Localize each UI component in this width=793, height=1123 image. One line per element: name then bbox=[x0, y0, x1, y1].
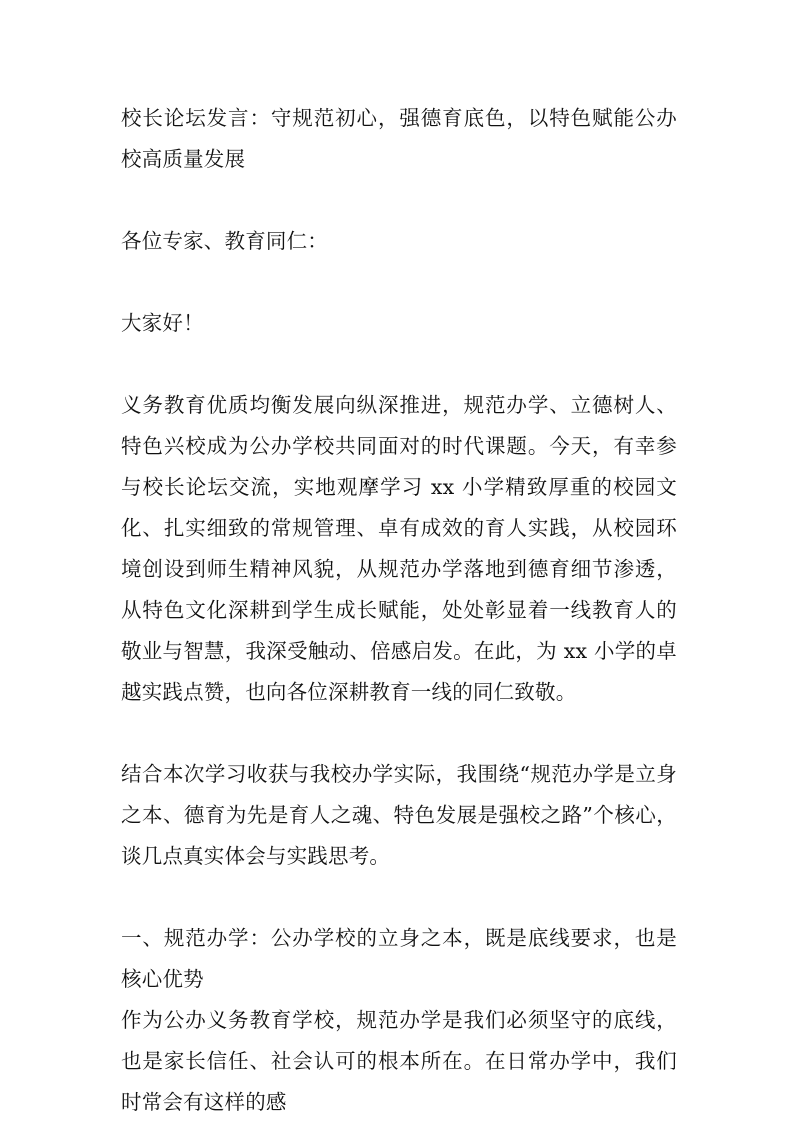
section-body-1: 作为公办义务教育学校，规范办学是我们必须坚守的底线，也是家长信任、社会认可的根本所在。在日常办学中，我们时常会有这样的感 bbox=[121, 1008, 677, 1114]
document-page bbox=[121, 98, 677, 1123]
salutation: 各位专家、教育同仁： bbox=[121, 229, 328, 253]
paragraph-intro: 义务教育优质均衡发展向纵深推进，规范办学、立德树人、特色兴校成为公办学校共同面对的时代课题。今天，有幸参与校长论坛交流，实地观摩学习 xx 小学精致厚重的校园文化、扎实细致的常规管理、卓有成效的育人实践，从校园环境创设到师生精神风貌，从规范办学落地到德育细节渗透，从特色文化深耕到学生成长赋能，处处彰显着一线教育人的敬业与智慧，我深受触动、倍感启发。在此，为 xx 小学的卓越实践点赞，也向各位深耕教育一线的同仁致敬。 bbox=[121, 393, 677, 704]
document-title: 校长论坛发言：守规范初心，强德育底色，以特色赋能公办校高质量发展 bbox=[121, 106, 677, 171]
greeting: 大家好！ bbox=[121, 311, 204, 335]
paragraph-core-themes: 结合本次学习收获与我校办学实际，我围绕“规范办学是立身之本、德育为先是育人之魂、特色发展是强校之路”个核心，谈几点真实体会与实践思考。 bbox=[121, 762, 677, 868]
section-heading-1: 一、规范办学：公办学校的立身之本，既是底线要求，也是核心优势 bbox=[121, 926, 677, 991]
